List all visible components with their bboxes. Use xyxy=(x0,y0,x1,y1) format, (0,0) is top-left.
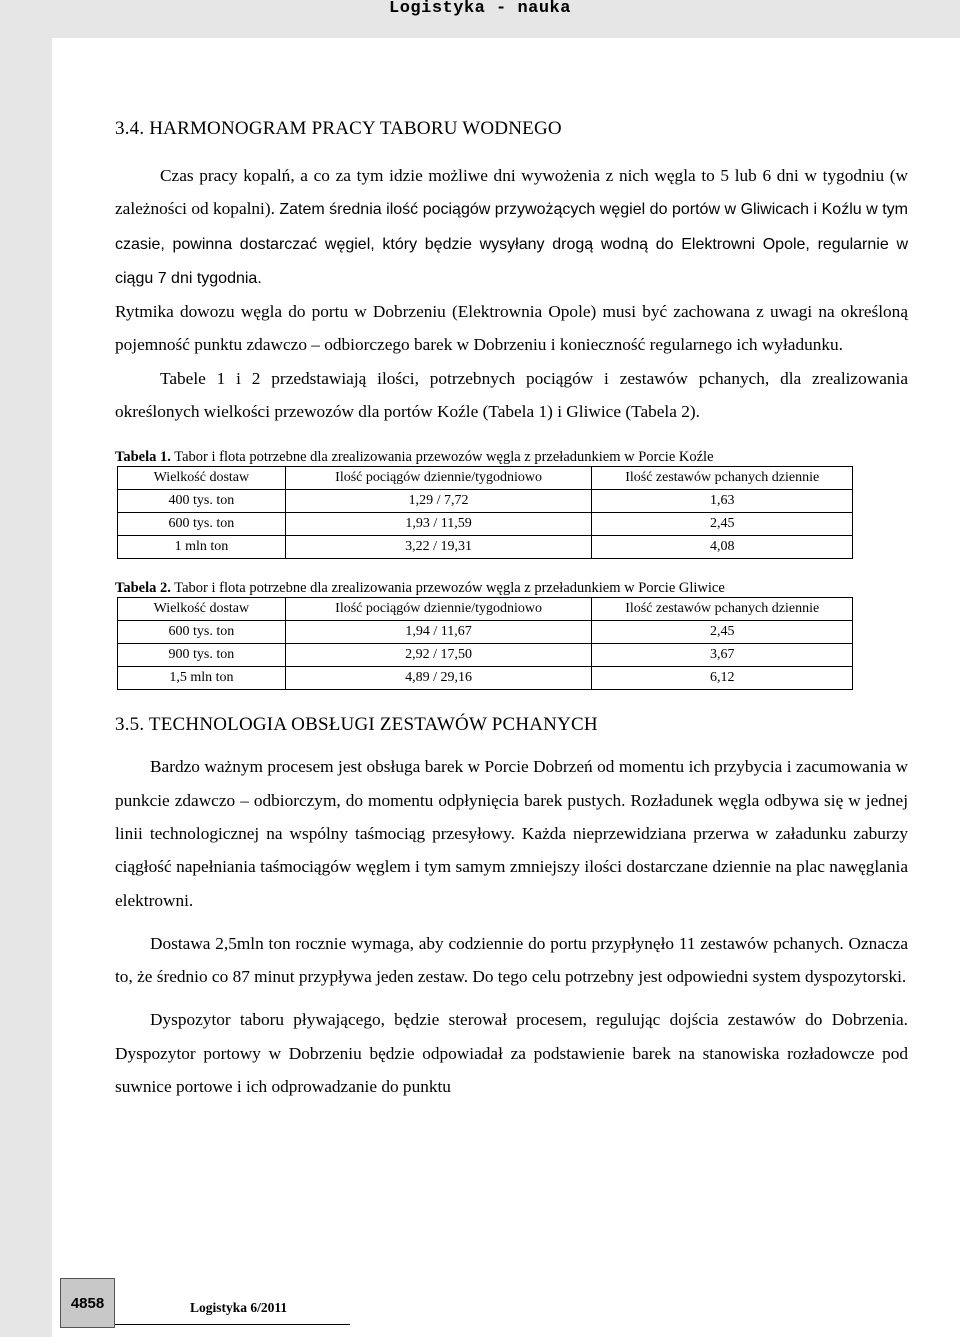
table-cell: 1,63 xyxy=(592,490,853,513)
table-row xyxy=(118,644,853,667)
footer-rule xyxy=(115,1324,350,1325)
section-heading-3-4: 3.4. HARMONOGRAM PRACY TABORU WODNEGO xyxy=(115,118,562,139)
table-cell: 4,08 xyxy=(592,536,853,559)
table-cell: 600 tys. ton xyxy=(118,621,286,644)
paragraph-serif-run: Czas pracy kopalń, a co za tym idzie możliwe dni wywożenia z nich węgla to 5 lub 6 dni w tygodniu (w zależności od kopalni). xyxy=(115,166,908,219)
table-gliwice xyxy=(117,597,853,690)
col-header-pushed-sets: Ilość zestawów pchanych dziennie xyxy=(592,467,853,490)
table1-caption xyxy=(115,448,908,466)
page-footer xyxy=(60,1278,350,1328)
table-row xyxy=(118,667,853,690)
table-cell: 2,92 / 17,50 xyxy=(285,644,592,667)
col-header-volume: Wielkość dostaw xyxy=(118,467,286,490)
table-cell: 2,45 xyxy=(592,621,853,644)
table-kozle xyxy=(117,466,853,559)
table-cell: 4,89 / 29,16 xyxy=(285,667,592,690)
col-header-trains: Ilość pociągów dziennie/tygodniowo xyxy=(285,598,592,621)
col-header-pushed-sets: Ilość zestawów pchanych dziennie xyxy=(592,598,853,621)
table-row xyxy=(118,513,853,536)
paragraph-sans-run: Zatem średnia ilość pociągów przywożących węgiel do portów w Gliwicach i Koźlu w tym czasie, powinna dostarczać węgiel, który będzie wysyłany drogą wodną do Elektrowni Opole, regularnie w ciągu 7 dni tygodnia. xyxy=(115,201,909,287)
page-number: 4858 xyxy=(60,1278,115,1328)
table-cell: 900 tys. ton xyxy=(118,644,286,667)
table-cell: 600 tys. ton xyxy=(118,513,286,536)
table-cell: 1 mln ton xyxy=(118,536,286,559)
col-header-trains: Ilość pociągów dziennie/tygodniowo xyxy=(285,467,592,490)
paragraph-barge-handling: Bardzo ważnym procesem jest obsługa barek w Porcie Dobrzeń od momentu ich przybycia i zacumowania w punkcie zdawczo – odbiorczym, do momentu odpłynięcia barek pustych. Rozładunek węgla odbywa się w jednej linii technologicznej na wspólny taśmociąg przesyłowy. Każda nieprzewidziana przerwa w załadunku zaburzy ciągłość napełniania taśmociągów węglem i tym samym zmniejszy ilości dostarczane dziennie na plac nawęglania elektrowni. xyxy=(115,757,908,910)
paragraph-dispatcher: Dyspozytor taboru pływającego, będzie sterował procesem, regulując dojścia zestawów do Dobrzenia. Dyspozytor portowy w Dobrzeniu będzie odpowiadał za podstawienie barek na stanowiska rozładowcze pod suwnice portowe i ich odprowadzanie do punktu xyxy=(115,1010,908,1097)
paragraph-delivery-volume: Dostawa 2,5mln ton rocznie wymaga, aby codziennie do portu przypłynęło 11 zestawów pchanych. Oznacza to, że średnio co 87 minut przypływa jeden zestaw. Do tego celu potrzebny jest odpowiedni system dyspozytorski. xyxy=(115,933,908,987)
col-header-volume: Wielkość dostaw xyxy=(118,598,286,621)
table-cell: 1,94 / 11,67 xyxy=(285,621,592,644)
table2-caption xyxy=(115,579,908,597)
table1-caption-text: Tabor i flota potrzebne dla zrealizowania przewozów węgla z przeładunkiem w Porcie Koźle xyxy=(174,449,714,466)
table-cell: 1,29 / 7,72 xyxy=(285,490,592,513)
paragraph-delivery-rhythm: Rytmika dowozu węgla do portu w Dobrzeniu (Elektrownia Opole) musi być zachowana z uwagi na określoną pojemność punktu zdawczo – odbiorczego barek w Dobrzeniu i konieczność regularnego ich wyładunku. xyxy=(115,302,908,355)
running-header: Logistyka - nauka xyxy=(389,0,571,18)
table-cell: 2,45 xyxy=(592,513,853,536)
table-cell: 3,22 / 19,31 xyxy=(285,536,592,559)
table-row xyxy=(118,536,853,559)
paragraph-work-schedule xyxy=(115,159,908,295)
table-cell: 3,67 xyxy=(592,644,853,667)
table2-label: Tabela 2. xyxy=(115,580,171,597)
table-cell: 1,5 mln ton xyxy=(118,667,286,690)
table-row xyxy=(118,621,853,644)
paragraph-tables-intro: Tabele 1 i 2 przedstawiają ilości, potrzebnych pociągów i zestawów pchanych, dla zrealizowania określonych wielkości przewozów dla portów Koźle (Tabela 1) i Gliwice (Tabela 2). xyxy=(115,368,908,422)
table-header-row xyxy=(118,467,853,490)
table1-label: Tabela 1. xyxy=(115,449,171,466)
table-row xyxy=(118,490,853,513)
table-cell: 1,93 / 11,59 xyxy=(285,513,592,536)
table-cell: 400 tys. ton xyxy=(118,490,286,513)
journal-issue: Logistyka 6/2011 xyxy=(190,1300,288,1315)
page-content xyxy=(115,118,908,1103)
table-cell: 6,12 xyxy=(592,667,853,690)
table2-caption-text: Tabor i flota potrzebne dla zrealizowania przewozów węgla z przeładunkiem w Porcie Gliwice xyxy=(174,580,725,597)
section-heading-3-5: 3.5. TECHNOLOGIA OBSŁUGI ZESTAWÓW PCHANYCH xyxy=(115,714,598,736)
table-header-row xyxy=(118,598,853,621)
document-page xyxy=(52,38,960,1337)
paragraph-part-serif xyxy=(115,166,908,287)
